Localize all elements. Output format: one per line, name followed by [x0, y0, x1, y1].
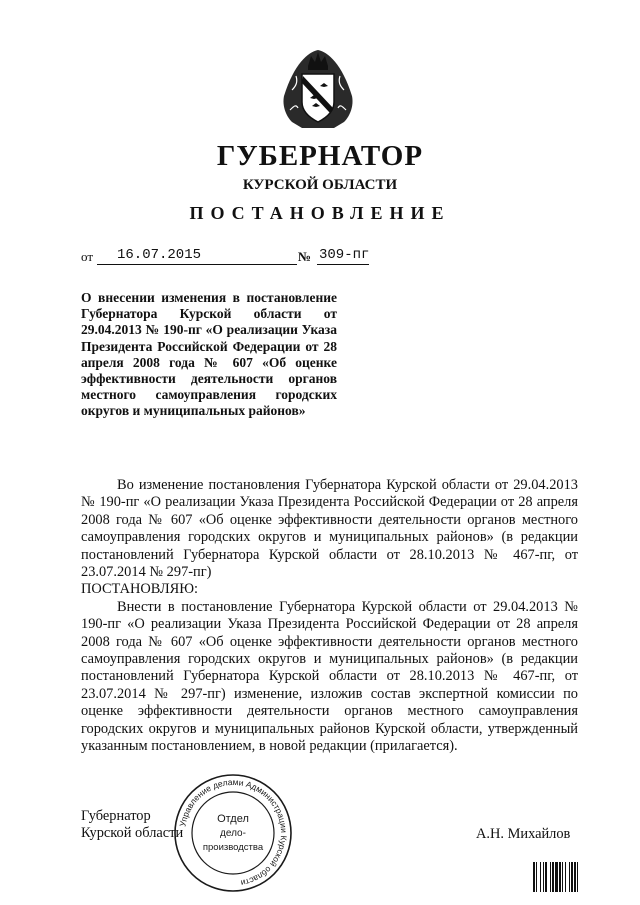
barcode-icon [533, 862, 603, 892]
barcode-bar [540, 862, 541, 892]
preamble-paragraph: Во изменение постановления Губернатора Курской области от 29.04.2013 № 190-пг «О реализации Указа Президента Российской Федерации от 28 апреля 2008 года № 607 «Об оценке эффективности деятельности органов местного самоуправления городских округов и муниципальных районов» (в редакции постановлений Губернатора Курской области от 28.10.2013 № 467-пг, от 23.07.2014 № 297-пг) [81, 477, 578, 581]
barcode-bar [552, 862, 554, 892]
stamp-line2: дело- [220, 828, 246, 839]
barcode-bar [543, 862, 544, 892]
date-number-line [81, 248, 381, 268]
office-stamp [172, 772, 294, 894]
signatory-name: А.Н. Михайлов [476, 826, 571, 842]
barcode-bar [533, 862, 535, 892]
barcode-bar [555, 862, 558, 892]
barcode-bar [571, 862, 573, 892]
barcode-bar [577, 862, 578, 892]
stamp-line3: производства [202, 842, 264, 853]
barcode-bar [565, 862, 566, 892]
stamp-ring-text: Управление делами Администрации Курской области [177, 776, 290, 889]
barcode-bar [559, 862, 561, 892]
document-subject: О внесении изменения в постановление Губернатора Курской области от 29.04.2013 № 190-пг «О реализации Указа Президента Российской Федерации от 28 апреля 2008 года № 607 «Об оценке эффективности деятельности органов местного самоуправления городских округов и муниципальных районов» [81, 290, 337, 419]
barcode-bar [536, 862, 537, 892]
resolve-line: ПОСТАНОВЛЯЮ: [81, 581, 199, 598]
clause-paragraph: Внести в постановление Губернатора Курской области от 29.04.2013 № 190-пг «О реализации Указа Президента Российской Федерации от 28 апреля 2008 года № 607 «Об оценке эффективности деятельности органов местного самоуправления городских округов и муниципальных районов» (в редакции постановлений Губернатора Курской области от 28.10.2013 № 467-пг, от 23.07.2014 № 297-пг) изменение, изложив состав экспертной комиссии по оценке эффективности деятельности органов местного самоуправления городских округов и муниципальных районов Курской области, утвержденный указанным постановлением, в новой редакции (прилагается). [81, 598, 578, 755]
date-underline [97, 264, 297, 265]
barcode-bar [569, 862, 570, 892]
signatory-position-line1: Губернатор [81, 808, 151, 824]
date-label: от [81, 249, 94, 264]
document-body [81, 477, 578, 756]
signatory-position [81, 808, 183, 843]
barcode-bar [550, 862, 551, 892]
barcode-bar [562, 862, 563, 892]
barcode-bar [574, 862, 576, 892]
document-title: ГУБЕРНАТОР [216, 140, 424, 172]
number-label: № [298, 249, 312, 264]
barcode-bar [545, 862, 547, 892]
document-date: 16.07.2015 [117, 247, 202, 263]
stamp-line1: Отдел [217, 813, 249, 825]
kursk-coat-of-arms-icon [278, 46, 358, 132]
document-subtitle: КУРСКОЙ ОБЛАСТИ [242, 177, 398, 193]
document-number: 309-пг [319, 247, 370, 263]
document-type: ПОСТАНОВЛЕНИЕ [189, 203, 451, 223]
signatory-position-line2: Курской области [81, 825, 184, 842]
number-underline [317, 264, 369, 265]
